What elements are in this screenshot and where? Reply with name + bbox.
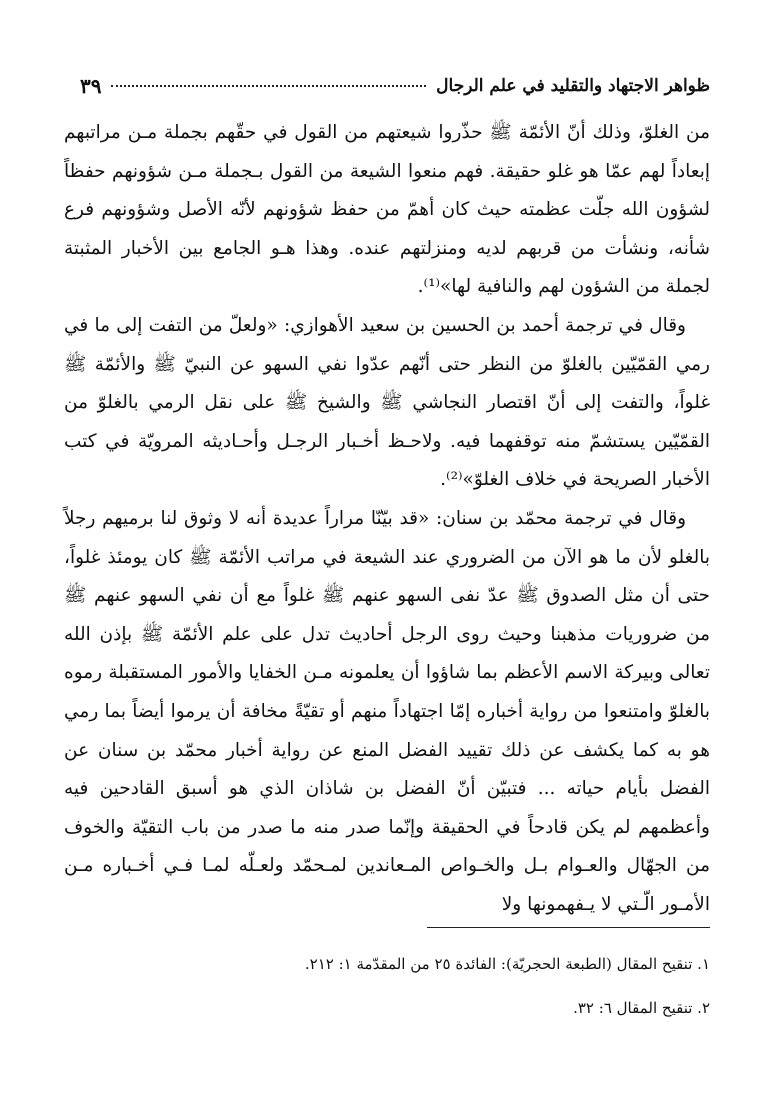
running-header bbox=[80, 70, 710, 102]
header-leader-dots bbox=[111, 85, 426, 87]
footnote-divider bbox=[427, 927, 710, 928]
footnote-item: ٢. تنقيح المقال ٦: ٣٢. bbox=[573, 999, 710, 1017]
footnotes bbox=[64, 942, 710, 1030]
paragraph: وقال في ترجمة محمّد بن سنان: «قد بيّنّا مراراً عديدة أنه لا وثوق لنا برميهم رجلاً بالغلو لأن ما هو الآن من الضروري عند الشيعة في مراتب الأئمّة ﷺ كان يومئذ غلواً، حتى أن مثل الصدوق ﷺ عدّ نفى السهو عنهم ﷺ غلواً مع أن نفي السهو عنهم ﷺ من ضروريات مذهبنا وحيث روى الرجل أحاديث تدل على علم الأئمّة ﷺ بإذن الله تعالى وبيركة الاسم الأعظم بما شاؤوا أن يعلمونه مـن الخفايا والأمور المستقبلة رموه بالغلوّ وامتنعوا من رواية أخباره إمّا اجتهاداً منهم أو تقيّةً مخافة أن يرموا أيضاً بما رمي هو به كما يكشف عن ذلك تقييد الفضل المنع عن رواية أخبار محمّد بن سنان عن الفضل بأيام حياته ... فتبيّن أنّ الفضل بن شاذان الذي هو أسبق القادحين فيه وأعظمهم لم يكن قادحاً في الحقيقة وإنّما صدر منه ما صدر من باب التقيّة والخوف من الجهّال والعـوام بـل والخـواص المـعاندين لمـحمّد ولعـلّه لمـا فـي أخـباره مـن الأمـور الّـتي لا يـفهمونها ولا bbox=[64, 507, 710, 915]
footnote-item: ١. تنقيح المقال (الطبعة الحجريّة): الفائدة ٢٥ من المقدّمة ١: ٢١٢. bbox=[304, 955, 710, 973]
header-title: ظواهر الاجتهاد والتقليد في علم الرجال bbox=[436, 76, 710, 96]
main-text bbox=[64, 114, 710, 924]
page-number: ٣٩ bbox=[80, 74, 102, 98]
paragraph: من الغلوّ، وذلك أنّ الأئمّة ﷺ حذّروا شيعتهم من القول في حقّهم بجملة مـن مراتبهم إبعاداً لهم عمّا هو غلو حقيقة. فهم منعوا الشيعة من القول بـجملة مـن شؤونهم حفظاً لشؤون الله جلّت عظمته حيث كان أهمّ من حفظ شؤونهم لأنّه الأصل وشؤونهم فرع شأنه، ونشأت من قربهم لديه ومنزلتهم عنده. وهذا هـو الجامع بين الأخبار المثبتة لجملة من الشؤون لهم والنافية لها»⁽¹⁾. bbox=[64, 122, 710, 298]
paragraph: وقال في ترجمة أحمد بن الحسين بن سعيد الأهوازي: «ولعلّ من التفت إلى ما في رمي القمّيّين بالغلوّ من النظر حتى أنّهم عدّوا نفي السهو عن النبيّ ﷺ والأئمّة ﷺ غلواً، والتفت إلى أنّ اقتصار النجاشي ﷺ والشيخ ﷺ على نقل الرمي بالغلوّ من القمّيّين يستشمّ منه توقفهما فيه. ولاحـظ أخـبار الرجـل وأحـاديثه المرويّة في كتب الأخبار الصريحة في خلاف الغلوّ»⁽²⁾. bbox=[64, 314, 710, 491]
